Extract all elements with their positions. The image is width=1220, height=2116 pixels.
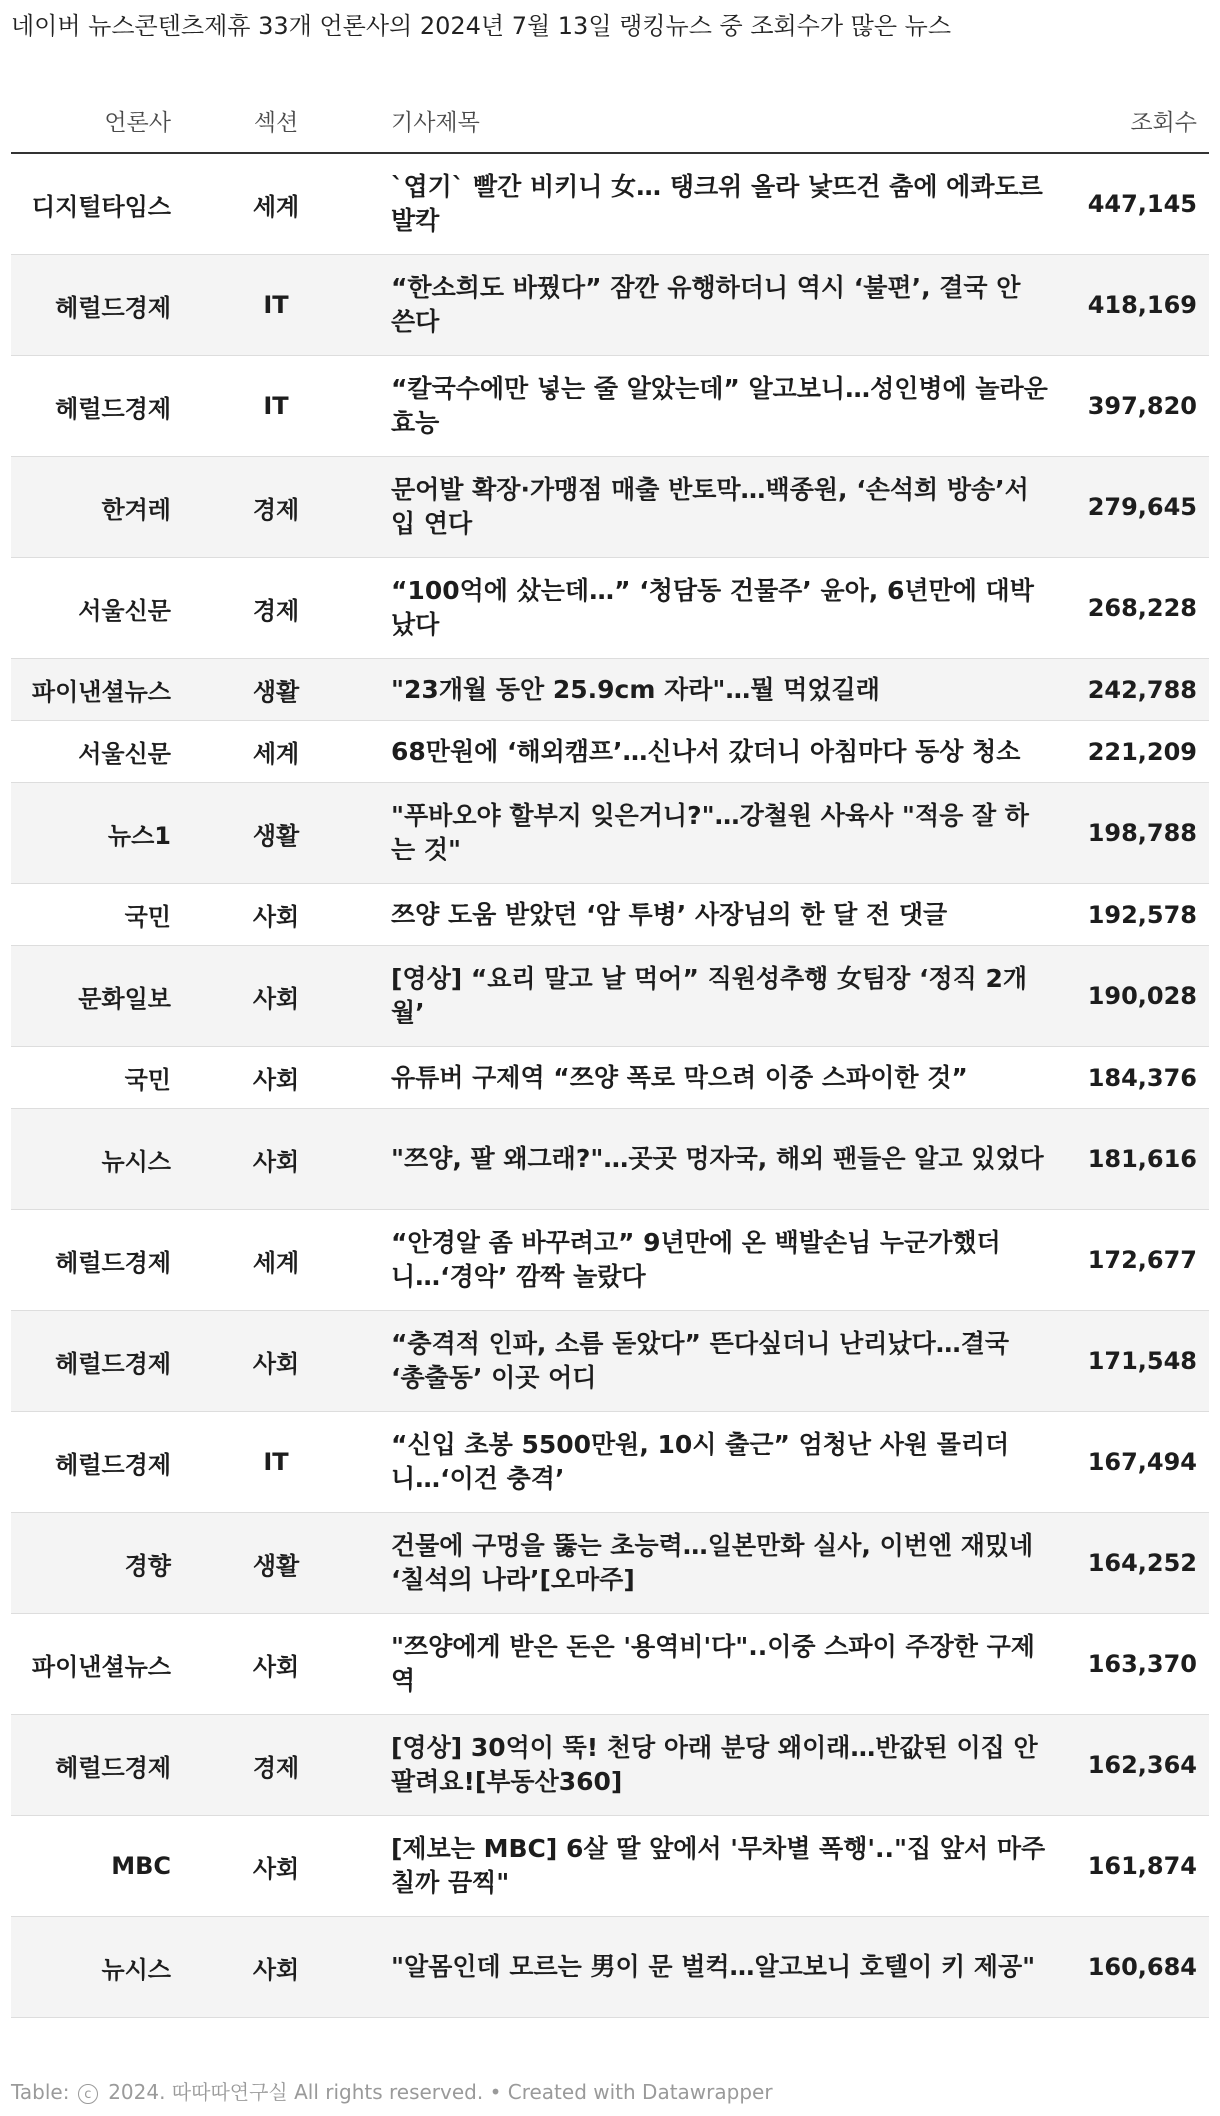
- section-cell: 세계: [252, 740, 300, 768]
- outlet-cell: 디지털타임스: [31, 192, 171, 221]
- outlet-cell: 문화일보: [78, 984, 171, 1013]
- outlet-cell: 헤럴드경제: [55, 1248, 171, 1277]
- outlet-cell: 경향: [124, 1551, 171, 1580]
- outlet-cell: MBC: [111, 1852, 171, 1880]
- headline-cell: “신입 초봉 5500만원, 10시 출근” 엄청난 사원 몰리더니…‘이건 충격’: [391, 1430, 1010, 1493]
- table-row: [11, 255, 1209, 356]
- outlet-cell: 국민: [124, 1066, 171, 1094]
- views-cell: 192,578: [1087, 900, 1197, 929]
- views-cell: 397,820: [1087, 392, 1197, 420]
- column-header-section[interactable]: 섹션: [253, 110, 299, 136]
- outlet-cell: 국민: [124, 903, 171, 931]
- table-row: [11, 457, 1209, 558]
- headline-cell: `엽기` 빨간 비키니 女… 탱크위 올라 낯뜨건 춤에 에콰도르 발칵: [391, 172, 1043, 235]
- footer-credit[interactable]: • Created with Datawrapper: [489, 2080, 773, 2104]
- outlet-cell: 서울신문: [78, 740, 171, 768]
- headline-cell: [영상] “요리 말고 날 먹어” 직원성추행 女팀장 ‘정직 2개월’: [391, 964, 1028, 1027]
- section-cell: IT: [263, 392, 289, 420]
- table-row: [11, 1614, 1209, 1715]
- table-footer: [11, 2076, 773, 2105]
- views-cell: 418,169: [1087, 291, 1197, 319]
- headline-cell: "23개월 동안 25.9cm 자라"…뭘 먹었길래: [391, 674, 880, 704]
- section-cell: 사회: [252, 1349, 300, 1378]
- outlet-cell: 한겨레: [101, 495, 171, 524]
- headline-cell: “안경알 좀 바꾸려고” 9년만에 온 백발손님 누군가했더니…‘경악’ 깜짝 놀랐다: [391, 1228, 1001, 1291]
- headline-cell: "쯔양에게 받은 돈은 '용역비'다"..이중 스파이 주장한 구제역: [391, 1632, 1035, 1695]
- headline-cell: "알몸인데 모르는 男이 문 벌컥…알고보니 호텔이 키 제공": [391, 1952, 1036, 1981]
- headline-cell: “한소희도 바꿨다” 잠깐 유행하더니 역시 ‘불편’, 결국 안 쓴다: [391, 273, 1021, 336]
- section-cell: 사회: [252, 1854, 300, 1883]
- views-cell: 268,228: [1087, 594, 1197, 622]
- column-header-outlet[interactable]: 언론사: [104, 110, 171, 136]
- headline-cell: "쯔양, 팔 왜그래?"…곳곳 멍자국, 해외 팬들은 알고 있었다: [391, 1144, 1044, 1173]
- views-cell: 161,874: [1087, 1852, 1197, 1880]
- column-header-headline[interactable]: 기사제목: [391, 110, 480, 136]
- section-cell: 사회: [252, 1066, 300, 1094]
- section-cell: 사회: [252, 1147, 300, 1176]
- section-cell: 사회: [252, 903, 300, 931]
- headline-cell: "푸바오야 할부지 잊은거니?"…강철원 사육사 "적응 잘 하는 것": [391, 801, 1029, 864]
- table-row: [11, 1047, 1209, 1109]
- views-cell: 184,376: [1087, 1063, 1197, 1092]
- table-body: [11, 154, 1209, 2018]
- section-cell: 생활: [252, 1551, 300, 1580]
- table-row: [11, 659, 1209, 721]
- footer-source: 2024. 따따따연구실 All rights reserved.: [108, 2080, 484, 2104]
- outlet-cell: 파이낸셜뉴스: [31, 678, 171, 706]
- headline-cell: “충격적 인파, 소름 돋았다” 뜬다싶더니 난리났다…결국 ‘총출동’ 이곳 어디: [391, 1329, 1010, 1392]
- table-row: [11, 1816, 1209, 1917]
- views-cell: 447,145: [1087, 190, 1197, 218]
- views-cell: 198,788: [1087, 819, 1197, 847]
- views-cell: 279,645: [1087, 493, 1197, 521]
- table-row: [11, 1311, 1209, 1412]
- section-cell: 생활: [252, 821, 300, 850]
- views-cell: 167,494: [1087, 1448, 1197, 1476]
- outlet-cell: 뉴스1: [107, 821, 171, 850]
- views-cell: 190,028: [1087, 982, 1197, 1010]
- table-row: [11, 1210, 1209, 1311]
- table-row: [11, 1109, 1209, 1210]
- outlet-cell: 뉴시스: [101, 1147, 171, 1176]
- views-cell: 171,548: [1087, 1347, 1197, 1375]
- outlet-cell: 헤럴드경제: [55, 1349, 171, 1378]
- column-header-views[interactable]: 조회수: [1130, 110, 1197, 136]
- table-row: [11, 558, 1209, 659]
- section-cell: 경제: [252, 1753, 300, 1782]
- table-row: [11, 884, 1209, 946]
- section-cell: 경제: [252, 596, 300, 625]
- section-cell: 사회: [252, 1652, 300, 1681]
- views-cell: 160,684: [1087, 1953, 1197, 1981]
- headline-cell: 68만원에 ‘해외캠프’…신나서 갔더니 아침마다 동상 청소: [391, 736, 1021, 766]
- section-cell: 세계: [252, 1248, 300, 1277]
- table-row: [11, 1412, 1209, 1513]
- chart-title: 네이버 뉴스콘텐츠제휴 33개 언론사의 2024년 7월 13일 랭킹뉴스 중 조회수가 많은 뉴스: [11, 12, 952, 40]
- headline-cell: [영상] 30억이 뚝! 천당 아래 분당 왜이래…반값된 이집 안팔려요![부동산360]: [391, 1733, 1038, 1796]
- headline-cell: “100억에 샀는데…” ‘청담동 건물주’ 윤아, 6년만에 대박났다: [391, 576, 1034, 639]
- section-cell: IT: [263, 1448, 289, 1476]
- table-header: [11, 96, 1209, 154]
- table-row: [11, 946, 1209, 1047]
- table-row: [11, 356, 1209, 457]
- views-cell: 181,616: [1087, 1145, 1197, 1173]
- outlet-cell: 뉴시스: [101, 1955, 171, 1984]
- headline-cell: “칼국수에만 넣는 줄 알았는데” 알고보니…성인병에 놀라운 효능: [391, 374, 1048, 437]
- outlet-cell: 파이낸셜뉴스: [31, 1652, 171, 1681]
- views-cell: 163,370: [1087, 1650, 1197, 1678]
- footer-prefix: Table:: [11, 2080, 70, 2104]
- headline-cell: 쯔양 도움 받았던 ‘암 투병’ 사장님의 한 달 전 댓글: [391, 899, 948, 929]
- table-row: [11, 1513, 1209, 1614]
- views-cell: 221,209: [1087, 737, 1197, 766]
- table-row: [11, 1715, 1209, 1816]
- table-row: [11, 154, 1209, 255]
- views-cell: 242,788: [1087, 675, 1197, 704]
- section-cell: IT: [263, 291, 289, 319]
- outlet-cell: 헤럴드경제: [55, 293, 171, 322]
- views-cell: 164,252: [1087, 1549, 1197, 1577]
- table-row: [11, 721, 1209, 783]
- table-row: [11, 1917, 1209, 2018]
- outlet-cell: 헤럴드경제: [55, 394, 171, 423]
- headline-cell: [제보는 MBC] 6살 딸 앞에서 '무차별 폭행'.."집 앞서 마주칠까 끔찍": [391, 1834, 1046, 1897]
- section-cell: 세계: [252, 192, 300, 221]
- headline-cell: 건물에 구멍을 뚫는 초능력…일본만화 실사, 이번엔 재밌네 ‘칠석의 나라’[오마주]: [391, 1531, 1034, 1594]
- headline-cell: 유튜버 구제역 “쯔양 폭로 막으려 이중 스파이한 것”: [391, 1062, 968, 1092]
- copyright-icon: c: [78, 2084, 98, 2104]
- outlet-cell: 헤럴드경제: [55, 1450, 171, 1479]
- headline-cell: 문어발 확장·가맹점 매출 반토막…백종원, ‘손석희 방송’서 입 연다: [391, 475, 1029, 538]
- views-cell: 162,364: [1087, 1751, 1197, 1779]
- views-cell: 172,677: [1087, 1246, 1197, 1274]
- section-cell: 생활: [252, 678, 300, 706]
- section-cell: 사회: [252, 984, 300, 1013]
- outlet-cell: 헤럴드경제: [55, 1753, 171, 1782]
- section-cell: 경제: [252, 495, 300, 524]
- outlet-cell: 서울신문: [78, 596, 171, 625]
- table-row: [11, 783, 1209, 884]
- section-cell: 사회: [252, 1955, 300, 1984]
